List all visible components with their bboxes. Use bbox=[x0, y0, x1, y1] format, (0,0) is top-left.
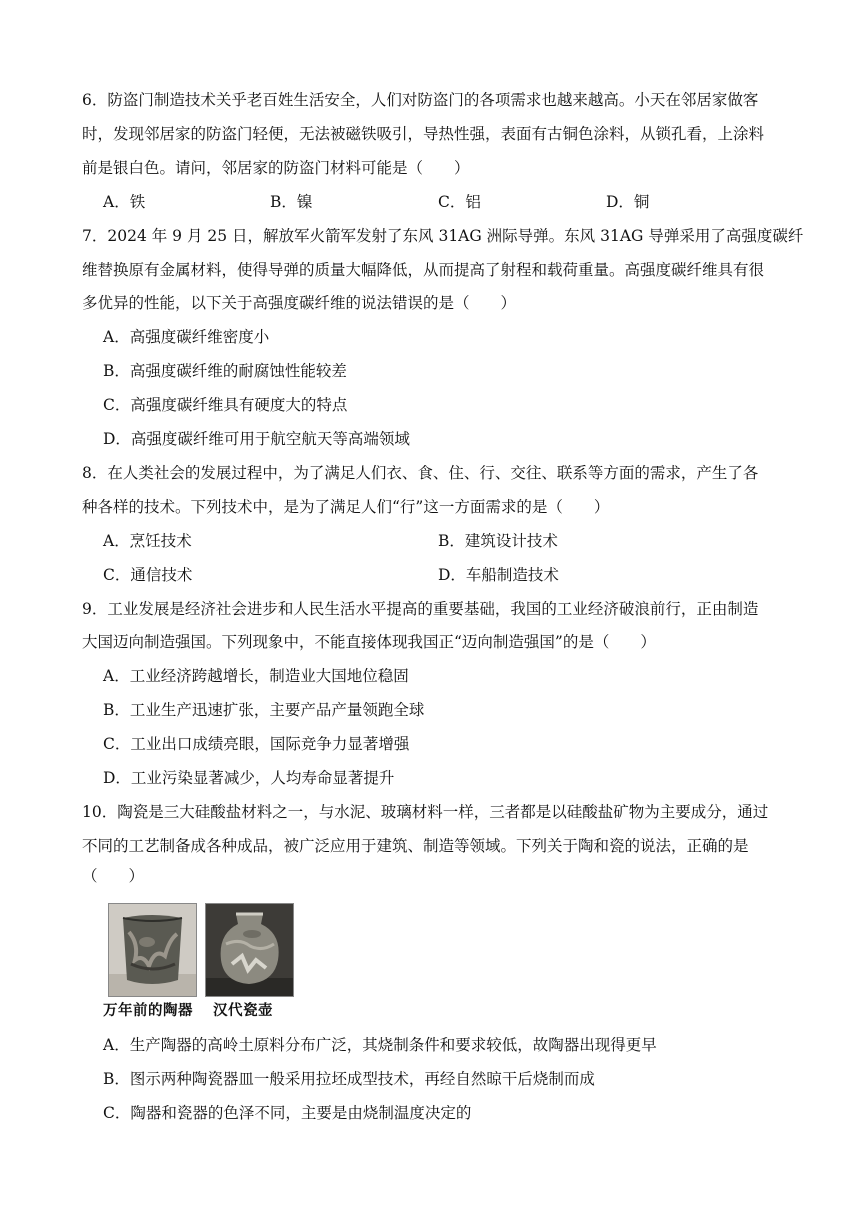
q7-stem-line-3: 多优异的性能，以下关于高强度碳纤维的说法错误的是（ ） bbox=[82, 294, 517, 312]
q10-option-a[interactable]: A．生产陶器的高岭土原料分布广泛，其烧制条件和要求较低，故陶器出现得更早 bbox=[103, 1036, 657, 1054]
pottery-figure bbox=[103, 903, 295, 1025]
q9-stem-line-1: 9．工业发展是经济社会进步和人民生活水平提高的重要基础，我国的工业经济破浪前行，正由制造 bbox=[82, 600, 759, 618]
q6-stem-line-2: 时，发现邻居家的防盗门轻便，无法被磁铁吸引，导热性强，表面有古铜色涂料，从锁孔看，上涂料 bbox=[82, 125, 765, 143]
q9-option-a[interactable]: A．工业经济跨越增长，制造业大国地位稳固 bbox=[103, 667, 409, 685]
q9-option-c[interactable]: C．工业出口成绩亮眼，国际竞争力显著增强 bbox=[103, 735, 410, 753]
q6-option-b[interactable]: B．镍 bbox=[270, 193, 313, 211]
q9-option-b[interactable]: B．工业生产迅速扩张，主要产品产量领跑全球 bbox=[103, 701, 425, 719]
q8-option-a[interactable]: A．烹饪技术 bbox=[103, 532, 192, 550]
q8-option-b[interactable]: B．建筑设计技术 bbox=[438, 532, 558, 550]
ancient-pottery-caption: 万年前的陶器 bbox=[103, 1003, 193, 1019]
q7-option-b[interactable]: B．高强度碳纤维的耐腐蚀性能较差 bbox=[103, 362, 347, 380]
q7-stem-line-1: 7．2024 年 9 月 25 日，解放军火箭军发射了东风 31AG 洲际导弹。东风 31AG 导弹采用了高强度碳纤 bbox=[82, 227, 804, 245]
q6-option-c[interactable]: C．铝 bbox=[438, 193, 481, 211]
han-dynasty-jar-caption: 汉代瓷壶 bbox=[213, 1003, 273, 1019]
q7-option-d[interactable]: D．高强度碳纤维可用于航空航天等高端领域 bbox=[103, 430, 410, 448]
q8-option-d[interactable]: D．车船制造技术 bbox=[438, 566, 559, 584]
q6-stem-line-1: 6．防盗门制造技术关乎老百姓生活安全，人们对防盗门的各项需求也越来越高。小天在邻居家做客 bbox=[82, 91, 759, 109]
q10-stem-line-1: 10．陶瓷是三大硅酸盐材料之一，与水泥、玻璃材料一样，三者都是以硅酸盐矿物为主要成分，通过 bbox=[82, 803, 769, 821]
q7-option-c[interactable]: C．高强度碳纤维具有硬度大的特点 bbox=[103, 396, 348, 414]
q10-stem-line-3: （ ） bbox=[82, 867, 145, 885]
q9-option-d[interactable]: D．工业污染显著减少，人均寿命显著提升 bbox=[103, 769, 395, 787]
q10-option-c[interactable]: C．陶器和瓷器的色泽不同，主要是由烧制温度决定的 bbox=[103, 1104, 472, 1122]
q10-option-b[interactable]: B．图示两种陶瓷器皿一般采用拉坯成型技术，再经自然晾干后烧制而成 bbox=[103, 1070, 595, 1088]
q6-option-d[interactable]: D．铜 bbox=[606, 193, 650, 211]
q7-option-a[interactable]: A．高强度碳纤维密度小 bbox=[103, 328, 270, 346]
ancient-pottery-photo bbox=[108, 903, 197, 997]
q10-stem-line-2: 不同的工艺制备成各种成品，被广泛应用于建筑、制造等领域。下列关于陶和瓷的说法，正确的是 bbox=[82, 837, 749, 855]
q8-stem-line-1: 8．在人类社会的发展过程中，为了满足人们衣、食、住、行、交往、联系等方面的需求，产生了各 bbox=[82, 464, 759, 482]
han-dynasty-jar-photo bbox=[205, 903, 294, 997]
q9-stem-line-2: 大国迈向制造强国。下列现象中，不能直接体现我国正“迈向制造强国”的是（ ） bbox=[82, 633, 656, 651]
q6-stem-line-3: 前是银白色。请问，邻居家的防盗门材料可能是（ ） bbox=[82, 159, 470, 177]
q7-stem-line-2: 维替换原有金属材料，使得导弹的质量大幅降低，从而提高了射程和载荷重量。高强度碳纤维具有很 bbox=[82, 261, 765, 279]
q8-stem-line-2: 种各样的技术。下列技术中，是为了满足人们“行”这一方面需求的是（ ） bbox=[82, 498, 610, 516]
q8-option-c[interactable]: C．通信技术 bbox=[103, 566, 193, 584]
q6-option-a[interactable]: A．铁 bbox=[103, 193, 146, 211]
